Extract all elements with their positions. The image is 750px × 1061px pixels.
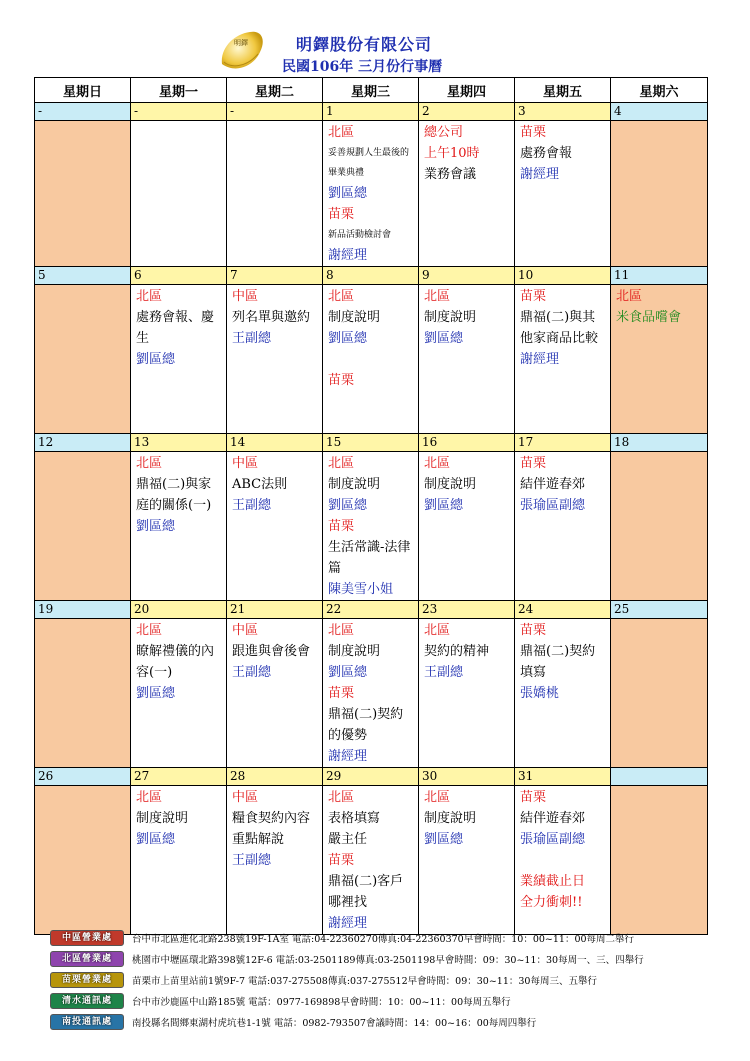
day-cell (611, 786, 708, 935)
event-line: 中區 (232, 289, 259, 304)
page-header (0, 22, 750, 74)
event-line: 張嬌桃 (520, 686, 560, 701)
date-number: 31 (515, 768, 611, 786)
event-line: 業績截止日 (520, 874, 586, 889)
week-events-row (35, 285, 708, 434)
event-line: 北區 (424, 623, 451, 638)
office-info: 苗栗市上苗里站前1號9F-7 電話:037-275508傳真:037-275512早會時間：09：30~11：30每周三、五舉行 (132, 976, 597, 987)
event-line: 鼎福(二)契約填寫 (520, 644, 596, 680)
office-badge: 苗栗營業處 (50, 972, 124, 988)
day-cell (611, 285, 708, 434)
event-line: 結伴遊春郊 (520, 811, 586, 826)
event-line: 王副總 (232, 331, 272, 346)
event-line: 劉區總 (136, 832, 176, 847)
weekday-header: 星期六 (611, 78, 708, 103)
event-line: 契約的精神 (424, 644, 490, 659)
office-row (50, 930, 730, 950)
event-line: 劉區總 (136, 352, 176, 367)
day-cell (227, 285, 323, 434)
event-line: 劉區總 (136, 519, 176, 534)
date-number (611, 768, 708, 786)
office-info: 台中市沙鹿區中山路185號 電話：0977-169898早會時間：10：00~11：00每周五舉行 (132, 997, 511, 1008)
weekday-header: 星期三 (323, 78, 419, 103)
event-line: 苗栗 (328, 207, 355, 222)
date-number: 22 (323, 601, 419, 619)
date-number: 2 (419, 103, 515, 121)
event-line: 制度說明 (328, 310, 381, 325)
event-line: 劉區總 (424, 832, 464, 847)
day-cell (515, 786, 611, 935)
day-cell (419, 285, 515, 434)
event-line: 列名單與邀約 (232, 310, 311, 325)
day-cell (227, 121, 323, 267)
event-line: 制度說明 (328, 644, 381, 659)
date-number: 8 (323, 267, 419, 285)
event-line: 劉區總 (136, 686, 176, 701)
office-badge: 南投通訊處 (50, 1014, 124, 1030)
event-line: 張瑜區副總 (520, 498, 586, 513)
event-line: 苗栗 (520, 456, 547, 471)
event-line: 苗栗 (520, 790, 547, 805)
date-number: 10 (515, 267, 611, 285)
date-number: 29 (323, 768, 419, 786)
date-number: 3 (515, 103, 611, 121)
day-cell (515, 452, 611, 601)
day-cell (611, 121, 708, 267)
week-date-row (35, 267, 708, 285)
event-line: 陳美雪小姐 (328, 582, 394, 597)
event-line: 劉區總 (328, 186, 368, 201)
office-badge: 清水通訊處 (50, 993, 124, 1009)
event-line: 王副總 (232, 498, 272, 513)
day-cell (35, 452, 131, 601)
event-line: 妥善規劃人生最後的畢業典禮 (328, 148, 410, 178)
date-number: - (227, 103, 323, 121)
week-events-row (35, 786, 708, 935)
event-line (520, 850, 607, 871)
event-line: 劉區總 (328, 331, 368, 346)
day-cell (131, 619, 227, 768)
weekday-header: 星期四 (419, 78, 515, 103)
event-line: 苗栗 (328, 853, 355, 868)
event-line: 鼎福(二)客戶哪裡找 (328, 874, 404, 910)
event-line: 糧食契約內容重點解說 (232, 811, 311, 847)
event-line: 上午10時 (424, 146, 480, 161)
event-line: 劉區總 (328, 498, 368, 513)
date-number: 6 (131, 267, 227, 285)
company-name: 明鐸股份有限公司 (296, 35, 433, 54)
event-line: 中區 (232, 790, 259, 805)
event-line: 制度說明 (328, 477, 381, 492)
week-date-row (35, 768, 708, 786)
date-number: 5 (35, 267, 131, 285)
date-number: 12 (35, 434, 131, 452)
day-cell (323, 121, 419, 267)
office-badge: 中區營業處 (50, 930, 124, 946)
date-number: 14 (227, 434, 323, 452)
day-cell (419, 619, 515, 768)
weekday-header: 星期五 (515, 78, 611, 103)
event-line: 處務會報 (520, 146, 573, 161)
event-line: 謝經理 (328, 749, 368, 764)
day-cell (35, 121, 131, 267)
event-line: 北區 (136, 790, 163, 805)
event-line: 謝經理 (520, 352, 560, 367)
office-badge: 北區營業處 (50, 951, 124, 967)
day-cell (419, 786, 515, 935)
week-date-row (35, 103, 708, 121)
event-line: 中區 (232, 623, 259, 638)
event-line: 苗栗 (328, 519, 355, 534)
event-line: 制度說明 (136, 811, 189, 826)
office-info: 南投縣名間鄉東湖村虎坑巷1-1號 電話：0982-793507會議時間：14：00~16：00每周四舉行 (132, 1018, 537, 1029)
date-number: 30 (419, 768, 515, 786)
event-line: ABC法則 (232, 477, 288, 492)
event-line: 總公司 (424, 125, 464, 140)
event-line: 北區 (424, 790, 451, 805)
weekday-header: 星期二 (227, 78, 323, 103)
date-number: - (35, 103, 131, 121)
event-line: 北區 (328, 125, 355, 140)
event-line: 苗栗 (520, 623, 547, 638)
day-cell (515, 285, 611, 434)
event-line: 北區 (424, 289, 451, 304)
date-number: 15 (323, 434, 419, 452)
date-number: 21 (227, 601, 323, 619)
event-line: 結伴遊春郊 (520, 477, 586, 492)
office-info: 桃園市中壢區環北路398號12F-6 電話:03-2501189傳真:03-2501198早會時間：09：30~11：30每周一、三、四舉行 (132, 955, 644, 966)
weekday-header-row (35, 78, 708, 103)
event-line: 王副總 (424, 665, 464, 680)
week-date-row (35, 434, 708, 452)
date-number: 9 (419, 267, 515, 285)
office-row (50, 993, 730, 1013)
event-line: 處務會報、慶生 (136, 310, 215, 346)
date-number: 19 (35, 601, 131, 619)
event-line: 生活常識-法律篇 (328, 540, 411, 576)
event-line: 謝經理 (520, 167, 560, 182)
date-number: 7 (227, 267, 323, 285)
event-line: 劉區總 (424, 498, 464, 513)
event-line: 苗栗 (520, 125, 547, 140)
event-line: 謝經理 (328, 248, 368, 263)
date-number: 11 (611, 267, 708, 285)
event-line: 北區 (136, 456, 163, 471)
day-cell (131, 452, 227, 601)
svg-text:明鐸: 明鐸 (234, 39, 248, 47)
event-line: 北區 (328, 790, 355, 805)
date-number: 28 (227, 768, 323, 786)
date-number: 25 (611, 601, 708, 619)
event-line: 北區 (328, 456, 355, 471)
date-number: 13 (131, 434, 227, 452)
day-cell (515, 619, 611, 768)
event-line: 表格填寫 (328, 811, 381, 826)
event-line: 苗栗 (520, 289, 547, 304)
event-line: 北區 (616, 289, 643, 304)
date-number: 16 (419, 434, 515, 452)
event-line: 全力衝刺!! (520, 895, 583, 910)
date-number: 18 (611, 434, 708, 452)
event-line: 跟進與會後會 (232, 644, 311, 659)
date-number: 17 (515, 434, 611, 452)
day-cell (419, 452, 515, 601)
event-line: 制度說明 (424, 477, 477, 492)
day-cell (611, 619, 708, 768)
event-line: 劉區總 (328, 665, 368, 680)
event-line: 業務會議 (424, 167, 477, 182)
day-cell (419, 121, 515, 267)
event-line: 北區 (328, 289, 355, 304)
weekday-header: 星期日 (35, 78, 131, 103)
event-line: 苗栗 (328, 373, 355, 388)
event-line: 劉區總 (424, 331, 464, 346)
day-cell (323, 452, 419, 601)
event-line: 北區 (424, 456, 451, 471)
office-row (50, 972, 730, 992)
event-line: 苗栗 (328, 686, 355, 701)
event-line: 北區 (136, 289, 163, 304)
day-cell (35, 285, 131, 434)
day-cell (515, 121, 611, 267)
office-info: 台中市北區進化北路238號19F-1A室 電話:04-22360270傳真:04-22360370早會時間：10：00~11：00每周二舉行 (132, 934, 635, 945)
calendar-subtitle: 民國106年 三月份行事曆 (282, 59, 443, 75)
day-cell (131, 285, 227, 434)
day-cell (323, 619, 419, 768)
date-number: 26 (35, 768, 131, 786)
date-number: 24 (515, 601, 611, 619)
event-line: 北區 (328, 623, 355, 638)
day-cell (611, 452, 708, 601)
day-cell (35, 786, 131, 935)
day-cell (131, 121, 227, 267)
event-line: 中區 (232, 456, 259, 471)
event-line: 制度說明 (424, 811, 477, 826)
calendar-table (34, 77, 708, 935)
event-line: 王副總 (232, 665, 272, 680)
event-line: 北區 (136, 623, 163, 638)
week-events-row (35, 452, 708, 601)
date-number: 27 (131, 768, 227, 786)
event-line (328, 349, 415, 370)
company-logo (216, 28, 268, 76)
event-line: 米食品嚐會 (616, 310, 682, 325)
week-events-row (35, 619, 708, 768)
event-line: 鼎福(二)與其他家商品比較 (520, 310, 599, 346)
week-events-row (35, 121, 708, 267)
event-line: 王副總 (232, 853, 272, 868)
day-cell (227, 619, 323, 768)
office-row (50, 951, 730, 971)
day-cell (35, 619, 131, 768)
day-cell (227, 452, 323, 601)
date-number: 4 (611, 103, 708, 121)
date-number: 23 (419, 601, 515, 619)
day-cell (323, 285, 419, 434)
event-line: 謝經理 (328, 916, 368, 931)
day-cell (227, 786, 323, 935)
day-cell (323, 786, 419, 935)
event-line: 新品活動檢討會 (328, 230, 392, 240)
date-number: - (131, 103, 227, 121)
date-number: 1 (323, 103, 419, 121)
day-cell (131, 786, 227, 935)
office-row (50, 1014, 730, 1034)
event-line: 嚴主任 (328, 832, 368, 847)
event-line: 瞭解禮儀的內容(一) (136, 644, 215, 680)
event-line: 制度說明 (424, 310, 477, 325)
event-line: 張瑜區副總 (520, 832, 586, 847)
weekday-header: 星期一 (131, 78, 227, 103)
date-number: 20 (131, 601, 227, 619)
event-line: 鼎福(二)與家庭的關係(一) (136, 477, 212, 513)
event-line: 鼎福(二)契約的優勢 (328, 707, 404, 743)
week-date-row (35, 601, 708, 619)
